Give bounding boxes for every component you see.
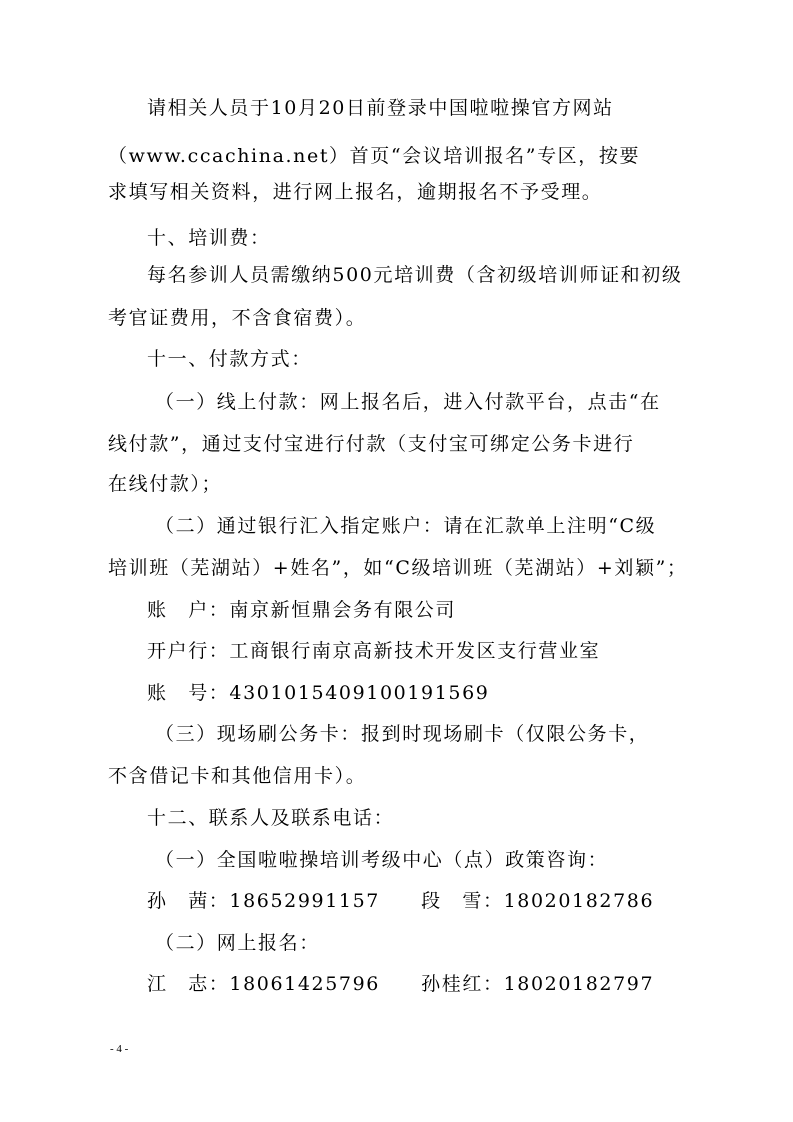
contacts-policy-heading: （一）全国啦啦操培训考级中心（点）政策咨询： — [155, 849, 609, 871]
registration-text-line-2: （www.ccachina.net）首页“会议培训报名”专区，按要 — [108, 145, 641, 167]
bank-branch-line: 开户行：工商银行南京高新技术开发区支行营业室 — [147, 640, 601, 662]
contacts-online-names: 江 志：18061425796 孙桂红：18020182797 — [147, 973, 655, 995]
fee-text-line-1: 每名参训人员需缴纳500元培训费（含初级培训师证和初级 — [147, 264, 683, 286]
contacts-policy-names: 孙 茜：18652991157 段 雪：18020182786 — [147, 890, 655, 912]
section-heading-contacts: 十二、联系人及联系电话： — [147, 807, 395, 829]
payment-online-line-3: 在线付款）； — [108, 473, 223, 495]
payment-online-line-1: （一）线上付款：网上报名后，进入付款平台，点击“在 — [155, 391, 661, 413]
payment-card-line-2: 不含借记卡和其他信用卡）。 — [108, 765, 367, 787]
payment-bank-line-1: （二）通过银行汇入指定账户：请在汇款单上注明“C级 — [155, 515, 657, 537]
payment-card-line-1: （三）现场刷公务卡：报到时现场刷卡（仅限公务卡， — [155, 723, 650, 745]
account-number-line: 账 号：4301015409100191569 — [147, 682, 490, 704]
page-number: - 4 - — [110, 1043, 129, 1055]
registration-text-line-3: 求填写相关资料，进行网上报名，逾期报名不予受理。 — [108, 181, 603, 203]
payment-bank-line-2: 培训班（芜湖站）+姓名”，如“C级培训班（芜湖站）+刘颖”； — [108, 557, 688, 579]
section-heading-fee: 十、培训费： — [147, 227, 271, 249]
contacts-online-heading: （二）网上报名： — [155, 932, 320, 954]
fee-text-line-2: 考官证费用，不含食宿费）。 — [108, 307, 367, 329]
account-name-line: 账 户：南京新恒鼎会务有限公司 — [147, 599, 457, 621]
section-heading-payment: 十一、付款方式： — [147, 348, 312, 370]
registration-text-line-1: 请相关人员于10月20日前登录中国啦啦操官方网站 — [147, 97, 614, 119]
payment-online-line-2: 线付款”，通过支付宝进行付款（支付宝可绑定公务卡进行 — [108, 433, 635, 455]
